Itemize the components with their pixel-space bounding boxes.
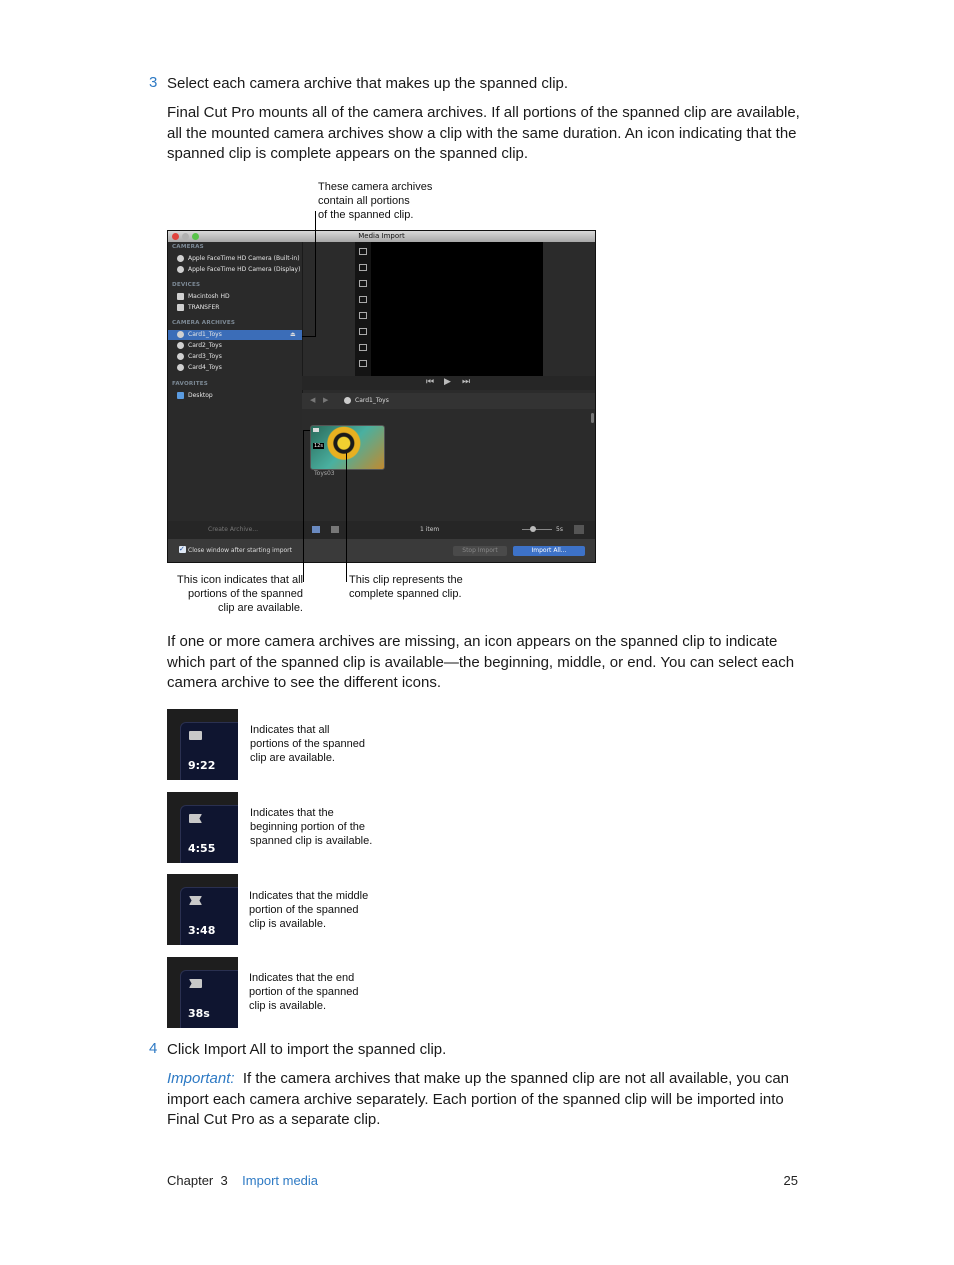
play-icon[interactable]: ▶	[444, 377, 451, 387]
title-bar	[168, 231, 595, 242]
sidebar-item-archive[interactable]	[168, 341, 302, 351]
hard-drive-icon	[177, 304, 184, 311]
callout-line-icon	[303, 430, 310, 431]
cameras-header: CAMERAS	[172, 244, 204, 250]
icon-sample-end	[167, 957, 238, 1028]
important-label: Important:	[167, 1070, 235, 1087]
chapter-title-link[interactable]: Import media	[242, 1173, 319, 1188]
description-line: clip are available.	[250, 752, 335, 764]
step-text: Select each camera archive that makes up the spanned clip.	[167, 75, 569, 92]
sidebar-item-label: Apple FaceTime HD Camera (Display)	[188, 266, 301, 273]
filmstrip-view-icon[interactable]	[312, 526, 320, 533]
zoom-slider[interactable]	[522, 529, 552, 530]
zoom-label: 5s	[556, 526, 563, 533]
step-text: Click Import All to import the spanned clip.	[167, 1041, 447, 1058]
icon-sample-middle	[167, 874, 238, 945]
paragraph-line: Final Cut Pro mounts all of the camera archives. If all portions of the spanned clip are available,	[167, 104, 800, 121]
sidebar-item-camera[interactable]	[168, 265, 302, 275]
sidebar-item-label: Macintosh HD	[188, 293, 230, 300]
spanned-clip-thumbnail[interactable]	[310, 425, 385, 470]
note-line: Final Cut Pro as a separate clip.	[167, 1111, 381, 1128]
sidebar-item-archive[interactable]	[168, 352, 302, 362]
paragraph-line: which part of the spanned clip is available—the beginning, middle, or end. You can select each	[167, 653, 795, 671]
sidebar-item-favorite[interactable]	[168, 391, 302, 401]
sidebar-item-label: Apple FaceTime HD Camera (Built-in)	[188, 255, 300, 262]
page-number: 25	[783, 1173, 798, 1188]
sidebar-item-archive[interactable]	[168, 363, 302, 373]
favorites-header: FAVORITES	[172, 381, 208, 387]
step-number: 4	[149, 1040, 158, 1057]
missing-archives-paragraph	[167, 632, 807, 694]
window-title: Media Import	[358, 232, 405, 240]
icon-sample-all	[167, 709, 238, 780]
sidebar-item-device[interactable]	[168, 303, 302, 313]
camera-archives-header: CAMERA ARCHIVES	[172, 320, 236, 326]
item-count: 1 item	[420, 526, 440, 533]
camera-icon	[177, 255, 184, 262]
callout-line-archives	[302, 336, 316, 337]
stop-import-button[interactable]: Stop Import	[453, 546, 507, 556]
callout-clip	[349, 573, 463, 601]
description-line: portion of the spanned	[249, 904, 359, 916]
callout-line: contain all portions	[318, 195, 410, 207]
callout-line: These camera archives	[318, 181, 433, 193]
callout-line: of the spanned clip.	[318, 209, 414, 221]
close-window-checkbox[interactable]: ✓	[179, 545, 185, 553]
sample-duration: 4:55	[188, 842, 216, 855]
spanned-middle-icon	[189, 896, 202, 905]
paragraph-line: spanned clip is complete appears on the spanned clip.	[167, 145, 529, 162]
note-line: import each camera archive separately. Each portion of the spanned clip will be imported into	[167, 1090, 784, 1108]
sidebar-item-label: Card3_Toys	[188, 353, 222, 360]
callout-line: This icon indicates that all	[177, 574, 303, 586]
sidebar	[168, 242, 303, 539]
hard-drive-icon	[177, 293, 184, 300]
icon-sample-description	[250, 723, 365, 765]
import-bar	[168, 539, 596, 563]
chapter-number: 3	[220, 1173, 228, 1188]
callout-line: complete spanned clip.	[349, 588, 462, 600]
description-line: Indicates that the	[250, 807, 334, 819]
callout-line-icon	[303, 430, 304, 582]
previous-frame-icon[interactable]: ⏮	[426, 377, 435, 387]
important-note	[167, 1069, 807, 1131]
eject-icon[interactable]: ⏏	[290, 331, 296, 338]
description-line: Indicates that all	[250, 724, 330, 736]
playback-controls	[302, 376, 596, 390]
description-line: spanned clip is available.	[250, 835, 373, 847]
sidebar-item-label: TRANSFER	[188, 304, 220, 311]
sidebar-item-label: Desktop	[188, 392, 213, 399]
archive-icon	[177, 342, 184, 349]
callout-archives	[318, 180, 432, 222]
callout-line: clip are available.	[218, 602, 303, 614]
list-view-icon[interactable]	[331, 526, 339, 533]
description-line: portion of the spanned	[249, 986, 359, 998]
spanned-all-icon	[313, 428, 319, 432]
filmstrip	[355, 242, 371, 376]
note-text: If the camera archives that make up the spanned clip are not all available, you can	[242, 1070, 790, 1087]
chapter-footer	[167, 1173, 318, 1188]
description-line: clip is available.	[249, 1000, 327, 1012]
zoom-slider-knob[interactable]	[530, 526, 536, 532]
camera-icon	[177, 266, 184, 273]
sample-duration: 3:48	[188, 924, 216, 937]
description-line: Indicates that the middle	[249, 890, 369, 902]
forward-icon[interactable]: ▶	[323, 396, 329, 404]
spanned-beginning-icon	[189, 814, 202, 823]
clip-appearance-icon[interactable]	[574, 525, 584, 534]
preview-viewer	[371, 242, 543, 376]
paragraph-line: If one or more camera archives are missing, an icon appears on the spanned clip to indicate	[167, 633, 778, 650]
sidebar-item-camera[interactable]	[168, 254, 302, 264]
back-icon[interactable]: ◀	[310, 396, 316, 404]
spanned-end-icon	[189, 979, 202, 988]
archive-icon	[177, 364, 184, 371]
icon-sample-description	[249, 971, 358, 1013]
description-line: Indicates that the end	[249, 972, 355, 984]
sidebar-footer	[168, 521, 302, 539]
callout-line-clip	[346, 453, 347, 582]
import-all-button[interactable]: Import All...	[513, 546, 585, 556]
archive-icon	[344, 397, 351, 404]
spanned-all-icon	[189, 731, 202, 740]
callout-line: portions of the spanned	[188, 588, 303, 600]
step3-paragraph	[167, 103, 807, 165]
desktop-folder-icon	[177, 392, 184, 399]
sample-duration: 38s	[188, 1007, 210, 1020]
sidebar-item-label: Card4_Toys	[188, 364, 222, 371]
clip-name: Toys03	[314, 470, 335, 477]
icon-sample-beginning	[167, 792, 238, 863]
scrollbar[interactable]	[591, 413, 594, 423]
archive-icon	[177, 331, 184, 338]
callout-line: This clip represents the	[349, 574, 463, 586]
description-line: clip is available.	[249, 918, 327, 930]
callout-line-archives	[315, 211, 316, 337]
description-line: portions of the spanned	[250, 738, 365, 750]
chapter-label: Chapter	[167, 1173, 214, 1188]
sample-duration: 9:22	[188, 759, 216, 772]
description-line: beginning portion of the	[250, 821, 365, 833]
close-window-label: Close window after starting import	[188, 547, 292, 554]
paragraph-line: all the mounted camera archives show a clip with the same duration. An icon indicating that the	[167, 124, 797, 142]
media-import-window	[167, 230, 596, 563]
archive-icon	[177, 353, 184, 360]
sidebar-item-label: Card1_Toys	[188, 331, 222, 338]
step-number: 3	[149, 74, 158, 91]
clip-duration: 12s	[314, 443, 323, 449]
sidebar-item-device[interactable]	[168, 292, 302, 302]
next-frame-icon[interactable]: ⏭	[462, 377, 471, 387]
path-label: Card1_Toys	[355, 397, 389, 404]
devices-header: DEVICES	[172, 282, 201, 288]
icon-sample-description	[250, 806, 372, 848]
important-first-line	[167, 1069, 807, 1090]
sidebar-item-archive-selected[interactable]	[168, 330, 302, 340]
icon-sample-description	[249, 889, 368, 931]
create-archive-button[interactable]: Create Archive...	[208, 526, 259, 533]
path-bar	[302, 393, 596, 409]
sidebar-item-label: Card2_Toys	[188, 342, 222, 349]
callout-icon	[150, 573, 303, 615]
paragraph-line: camera archive to see the different icons.	[167, 674, 442, 691]
